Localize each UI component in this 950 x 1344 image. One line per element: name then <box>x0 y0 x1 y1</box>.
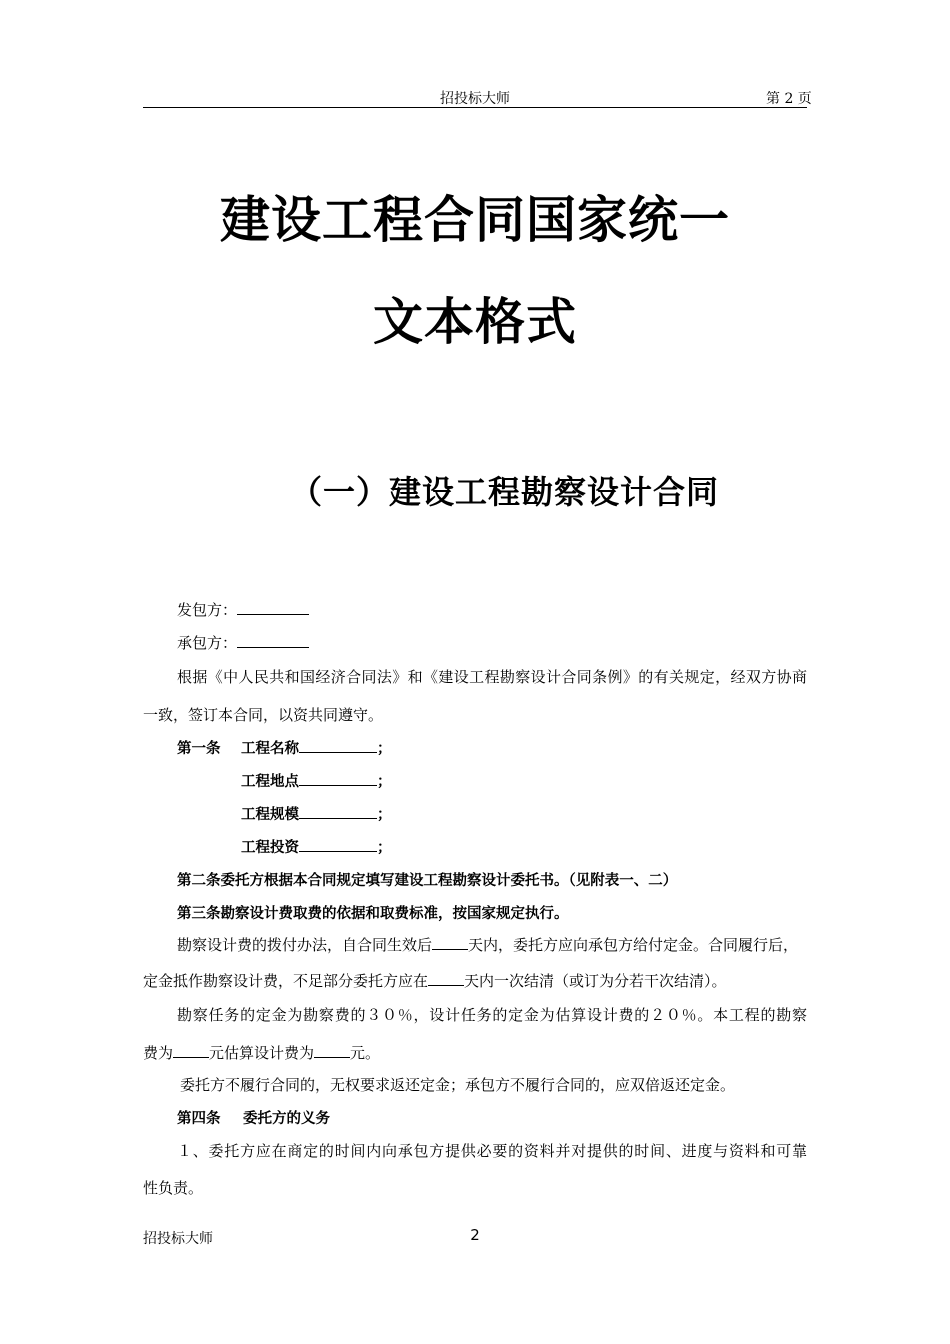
article1-item-suffix: ； <box>377 807 392 823</box>
article1-blank <box>299 739 377 753</box>
article1-blank <box>299 805 377 819</box>
intro-line-2: 一致，签订本合同，以资共同遵守。 <box>143 706 384 724</box>
payment-text: 定金抵作勘察设计费，不足部分委托方应在 <box>143 972 429 990</box>
article1-item-suffix: ； <box>377 774 392 790</box>
article1-item-label: 工程规模 <box>241 807 299 823</box>
article1-item-suffix: ； <box>377 840 392 856</box>
article1-item-label: 工程名称 <box>241 741 299 757</box>
fee-blank <box>173 1044 209 1058</box>
payment-line-2 <box>143 970 727 991</box>
article1-item <box>241 770 392 791</box>
article4-title: 委托方的义务 <box>243 1111 330 1127</box>
deposit-line-1: 勘察任务的定金为勘察费的３０％，设计任务的定金为估算设计费的２０％。本工程的勘察 <box>177 1006 807 1024</box>
header-page-label: 第 2 页 <box>766 91 812 107</box>
article1-prefix: 第一条 <box>177 741 221 757</box>
article3: 第三条勘察设计费取费的依据和取费标准，按国家规定执行。 <box>177 906 569 922</box>
breach-clause: 委托方不履行合同的，无权要求返还定金；承包方不履行合同的，应双倍返还定金。 <box>180 1076 736 1094</box>
contractor-line <box>177 632 309 653</box>
payment-text: 天内一次结清（或订为分若干次结清）。 <box>464 972 727 990</box>
deposit-line-2 <box>143 1042 380 1063</box>
payment-line-1 <box>177 934 798 955</box>
payment-text: 勘察设计费的拨付办法，自合同生效后 <box>177 936 433 954</box>
title-line-2: 文本格式 <box>373 293 577 351</box>
article1-item-label: 工程地点 <box>241 774 299 790</box>
article2: 第二条委托方根据本合同规定填写建设工程勘察设计委托书。（见附表一、二） <box>177 873 678 889</box>
intro-line-1: 根据《中人民共和国经济合同法》和《建设工程勘察设计合同条例》的有关规定，经双方协商 <box>177 668 807 686</box>
article1-item-label: 工程投资 <box>241 840 299 856</box>
footer-page-number: 2 <box>470 1226 480 1244</box>
article1-item <box>241 803 392 824</box>
article1-blank <box>299 772 377 786</box>
employer-blank <box>237 601 309 615</box>
subtitle: （一）建设工程勘察设计合同 <box>290 473 720 511</box>
deposit-text: 元估算设计费为 <box>209 1044 315 1062</box>
deposit-text: 费为 <box>143 1044 174 1062</box>
contractor-blank <box>237 634 309 648</box>
duty1-line-1: １、委托方应在商定的时间内向承包方提供必要的资料并对提供的时间、进度与资料和可靠 <box>177 1142 807 1160</box>
header-rule <box>143 107 807 108</box>
contractor-label: 承包方： <box>177 634 238 652</box>
days-blank <box>432 936 468 950</box>
article4-prefix: 第四条 <box>177 1111 221 1127</box>
payment-text: 天内，委托方应向承包方给付定金。合同履行后， <box>468 936 799 954</box>
article1-item <box>241 737 392 758</box>
employer-line <box>177 599 309 620</box>
employer-label: 发包方： <box>177 601 238 619</box>
deposit-text: 元。 <box>350 1044 381 1062</box>
days-blank <box>428 972 464 986</box>
article1-blank <box>299 838 377 852</box>
header-brand: 招投标大师 <box>440 91 510 107</box>
fee-blank <box>314 1044 350 1058</box>
article1-item <box>241 836 392 857</box>
duty1-line-2: 性负责。 <box>143 1179 204 1197</box>
article1-item-suffix: ； <box>377 741 392 757</box>
title-line-1: 建设工程合同国家统一 <box>220 191 730 249</box>
footer-brand: 招投标大师 <box>143 1231 213 1247</box>
